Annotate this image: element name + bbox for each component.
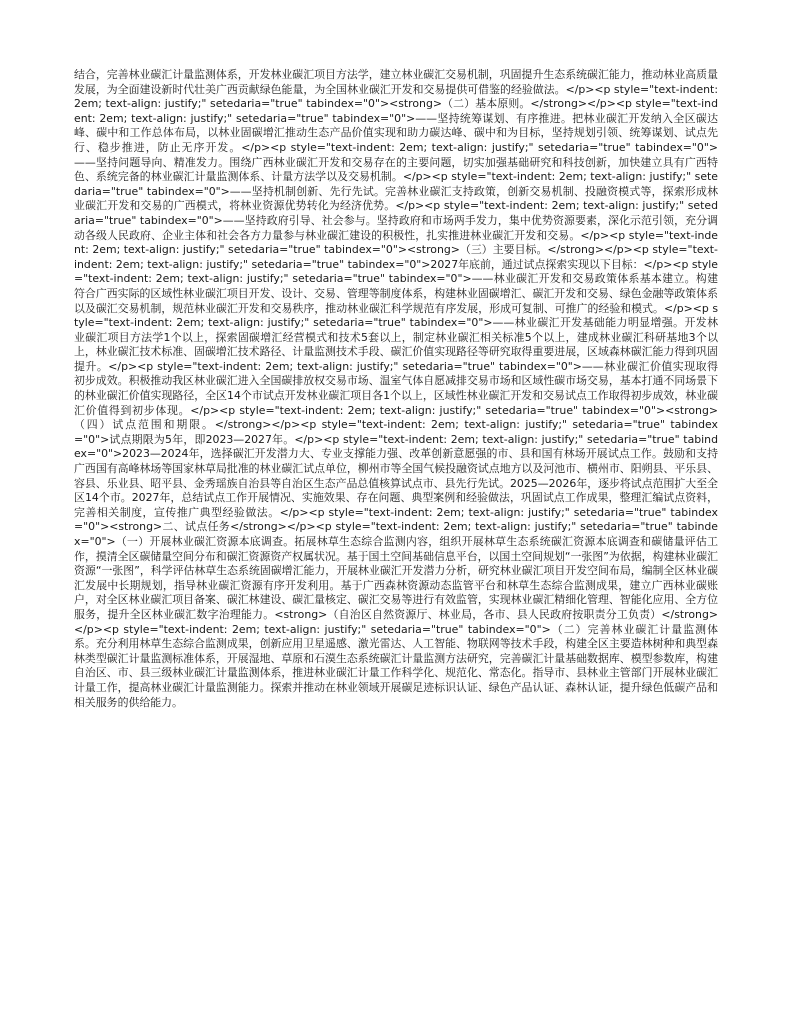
document-page: [74, 68, 718, 710]
document-body-text: 结合，完善林业碳汇计量监测体系，开发林业碳汇项目方法学，建立林业碳汇交易机制，巩固提升生态系统碳汇能力，推动林业高质量发展，为全面建设新时代壮美广西贡献绿色能量，为全国林业碳汇开发和交易提供可借鉴的经验做法。</p><p style="text-indent: 2em; text-align: justify;" setedaria="true" tabindex="0"><strong>（二）基本原则。</strong></p><p style="text-indent: 2em; text-align: justify;" setedaria="true" tabindex="0">——坚持统筹谋划、有序推进。把林业碳汇开发纳入全区碳达峰、碳中和工作总体布局，以林业固碳增汇推动生态产品价值实现和助力碳达峰、碳中和为目标，坚持规划引领、统筹谋划、试点先行、稳步推进，防止无序开发。</p><p style="text-indent: 2em; text-align: justify;" setedaria="true" tabindex="0">——坚持问题导向、精准发力。围绕广西林业碳汇开发和交易存在的主要问题，切实加强基础研究和科技创新，加快建立具有广西特色、系统完备的林业碳汇计量监测体系、计量方法学以及交易机制。</p><p style="text-indent: 2em; text-align: justify;" setedaria="true" tabindex="0">——坚持机制创新、先行先试。完善林业碳汇支持政策，创新交易机制、投融资模式等，探索形成林业碳汇开发和交易的广西模式，将林业资源优势转化为经济优势。</p><p style="text-indent: 2em; text-align: justify;" setedaria="true" tabindex="0">——坚持政府引导、社会参与。坚持政府和市场两手发力，集中优势资源要素，深化示范引领，充分调动各级人民政府、企业主体和社会各方力量参与林业碳汇建设的积极性，扎实推进林业碳汇开发和交易。</p><p style="text-indent: 2em; text-align: justify;" setedaria="true" tabindex="0"><strong>（三）主要目标。</strong></p><p style="text-indent: 2em; text-align: justify;" setedaria="true" tabindex="0">2027年底前，通过试点探索实现以下目标：</p><p style="text-indent: 2em; text-align: justify;" setedaria="true" tabindex="0">——林业碳汇开发和交易政策体系基本建立。构建符合广西实际的区域性林业碳汇项目开发、设计、交易、管理等制度体系，构建林业固碳增汇、碳汇开发和交易、绿色金融等政策体系以及碳汇交易机制，规范林业碳汇开发和交易秩序，推动林业碳汇科学规范有序发展，形成可复制、可推广的经验和模式。</p><p style="text-indent: 2em; text-align: justify;" setedaria="true" tabindex="0">——林业碳汇开发基础能力明显增强。开发林业碳汇项目方法学1个以上，探索固碳增汇经营模式和技术5套以上，制定林业碳汇相关标准5个以上，建成林业碳汇科研基地3个以上，林业碳汇技术标准、固碳增汇技术路径、计量监测技术手段、碳汇价值实现路径等研究取得重要进展，区域森林碳汇能力得到巩固提升。</p><p style="text-indent: 2em; text-align: justify;" setedaria="true" tabindex="0">——林业碳汇价值实现取得初步成效。积极推动我区林业碳汇进入全国碳排放权交易市场、温室气体自愿减排交易市场和区域性碳市场交易，基本打通不同场景下的林业碳汇价值实现路径，全区14个市试点开发林业碳汇项目各1个以上，区域性林业碳汇开发和交易试点工作取得初步成效，林业碳汇价值得到初步体现。</p><p style="text-indent: 2em; text-align: justify;" setedaria="true" tabindex="0"><strong>（四）试点范围和期限。</strong></p><p style="text-indent: 2em; text-align: justify;" setedaria="true" tabindex="0">试点期限为5年，即2023—2027年。</p><p style="text-indent: 2em; text-align: justify;" setedaria="true" tabindex="0">2023—2024年，选择碳汇开发潜力大、专业支撑能力强、改革创新意愿强的市、县和国有林场开展试点工作。鼓励和支持广西国有高峰林场等国家林草局批准的林业碳汇试点单位，柳州市等全国气候投融资试点地方以及河池市、横州市、阳朔县、平乐县、容县、乐业县、昭平县、金秀瑶族自治县等自治区生态产品总值核算试点市、县先行先试。2025—2026年，逐步将试点范围扩大至全区14个市。2027年，总结试点工作开展情况、实施效果、存在问题、典型案例和经验做法，巩固试点工作成果，整理汇编试点资料，完善相关制度，宣传推广典型经验做法。</p><p style="text-indent: 2em; text-align: justify;" setedaria="true" tabindex="0"><strong>二、试点任务</strong></p><p style="text-indent: 2em; text-align: justify;" setedaria="true" tabindex="0">（一）开展林业碳汇资源本底调查。拓展林草生态综合监测内容，组织开展林草生态系统碳汇资源本底调查和碳储量评估工作，摸清全区碳储量空间分布和碳汇资源资产权属状况。基于国土空间基础信息平台，以国土空间规划“一张图”为依据，构建林业碳汇资源“一张图”，科学评估林草生态系统固碳增汇能力，开展林业碳汇开发潜力分析，研究林业碳汇项目开发空间布局，编制全区林业碳汇发展中长期规划，指导林业碳汇资源有序开发利用。基于广西森林资源动态监管平台和林草生态综合监测成果，建立广西林业碳账户，对全区林业碳汇项目备案、碳汇林建设、碳汇量核定、碳汇交易等进行有效监管，实现林业碳汇精细化管理、智能化应用、全方位服务，提升全区林业碳汇数字治理能力。<strong>（自治区自然资源厅、林业局，各市、县人民政府按职责分工负责）</strong></p><p style="text-indent: 2em; text-align: justify;" setedaria="true" tabindex="0">（二）完善林业碳汇计量监测体系。充分利用林草生态综合监测成果，创新应用卫星遥感、激光雷达、人工智能、物联网等技术手段，构建全区主要造林树种和典型森林类型碳汇计量监测标准体系，开展湿地、草原和石漠生态系统碳汇计量监测方法研究，完善碳汇计量基础数据库、模型参数库，构建自治区、市、县三级林业碳汇计量监测体系，推进林业碳汇计量工作科学化、规范化、常态化。指导市、县林业主管部门开展林业碳汇计量工作，提高林业碳汇计量监测能力。探索并推动在林业领域开展碳足迹标识认证、绿色产品认证、森林认证，提升绿色低碳产品和相关服务的供给能力。: [74, 68, 718, 709]
